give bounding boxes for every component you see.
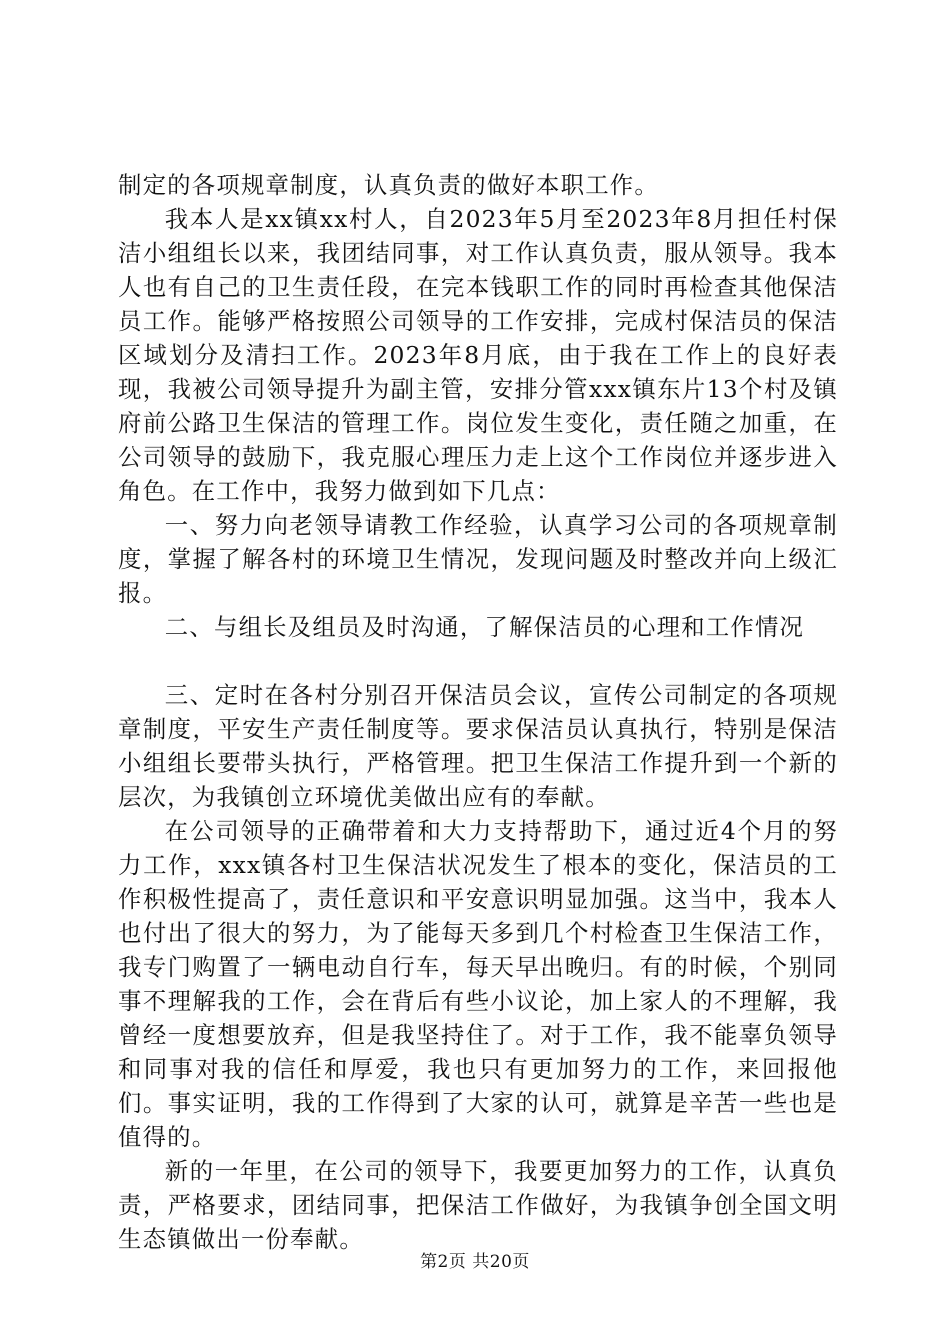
paragraph-point-two: 二、与组长及组员及时沟通，了解保洁员的心理和工作情况	[164, 613, 805, 641]
paragraph-self-introduction: 我本人是xx镇xx村人，自2023年5月至2023年8月担任村保洁小组组长以来，我团结同事，对工作认真负责，服从领导。我本人也有自己的卫生责任段，在完本钱职工作的同时再检查其他保洁员工作。能够严格按照公司领导的工作安排，完成村保洁员的保洁区域划分及清扫工作。2023年8月底，由于我在工作上的良好表现，我被公司领导提升为副主管，安排分管xxx镇东片13个村及镇府前公路卫生保洁的管理工作。岗位发生变化，责任随之加重，在公司领导的鼓励下，我克服心理压力走上这个工作岗位并逐步进入角色。在工作中，我努力做到如下几点：	[118, 205, 838, 505]
paragraph-point-three: 三、定时在各村分别召开保洁员会议，宣传公司制定的各项规章制度，平安生产责任制度等。要求保洁员认真执行，特别是保洁小组组长要带头执行，严格管理。把卫生保洁工作提升到一个新的层次，为我镇创立环境优美做出应有的奉献。	[118, 681, 838, 811]
page-number-footer: 第2页 共20页	[420, 1252, 530, 1272]
document-body	[118, 168, 838, 1256]
paragraph-achievements: 在公司领导的正确带着和大力支持帮助下，通过近4个月的努力工作，xxx镇各村卫生保洁状况发生了根本的变化，保洁员的工作积极性提高了，责任意识和平安意识明显加强。这当中，我本人也付出了很大的努力，为了能每天多到几个村检查卫生保洁工作，我专门购置了一辆电动自行车，每天早出晚归。有的时候，个别同事不理解我的工作，会在背后有些小议论，加上家人的不理解，我曾经一度想要放弃，但是我坚持住了。对于工作，我不能辜负领导和同事对我的信任和厚爱，我也只有更加努力的工作，来回报他们。事实证明，我的工作得到了大家的认可，就算是辛苦一些也是值得的。	[118, 817, 838, 1151]
paragraph-continuation: 制定的各项规章制度，认真负责的做好本职工作。	[118, 171, 659, 199]
blank-line	[118, 644, 838, 678]
paragraph-new-year-goals: 新的一年里，在公司的领导下，我要更加努力的工作，认真负责，严格要求，团结同事，把保洁工作做好，为我镇争创全国文明生态镇做出一份奉献。	[118, 1157, 838, 1253]
paragraph-point-one: 一、努力向老领导请教工作经验，认真学习公司的各项规章制度，掌握了解各村的环境卫生情况，发现问题及时整改并向上级汇报。	[118, 511, 838, 607]
